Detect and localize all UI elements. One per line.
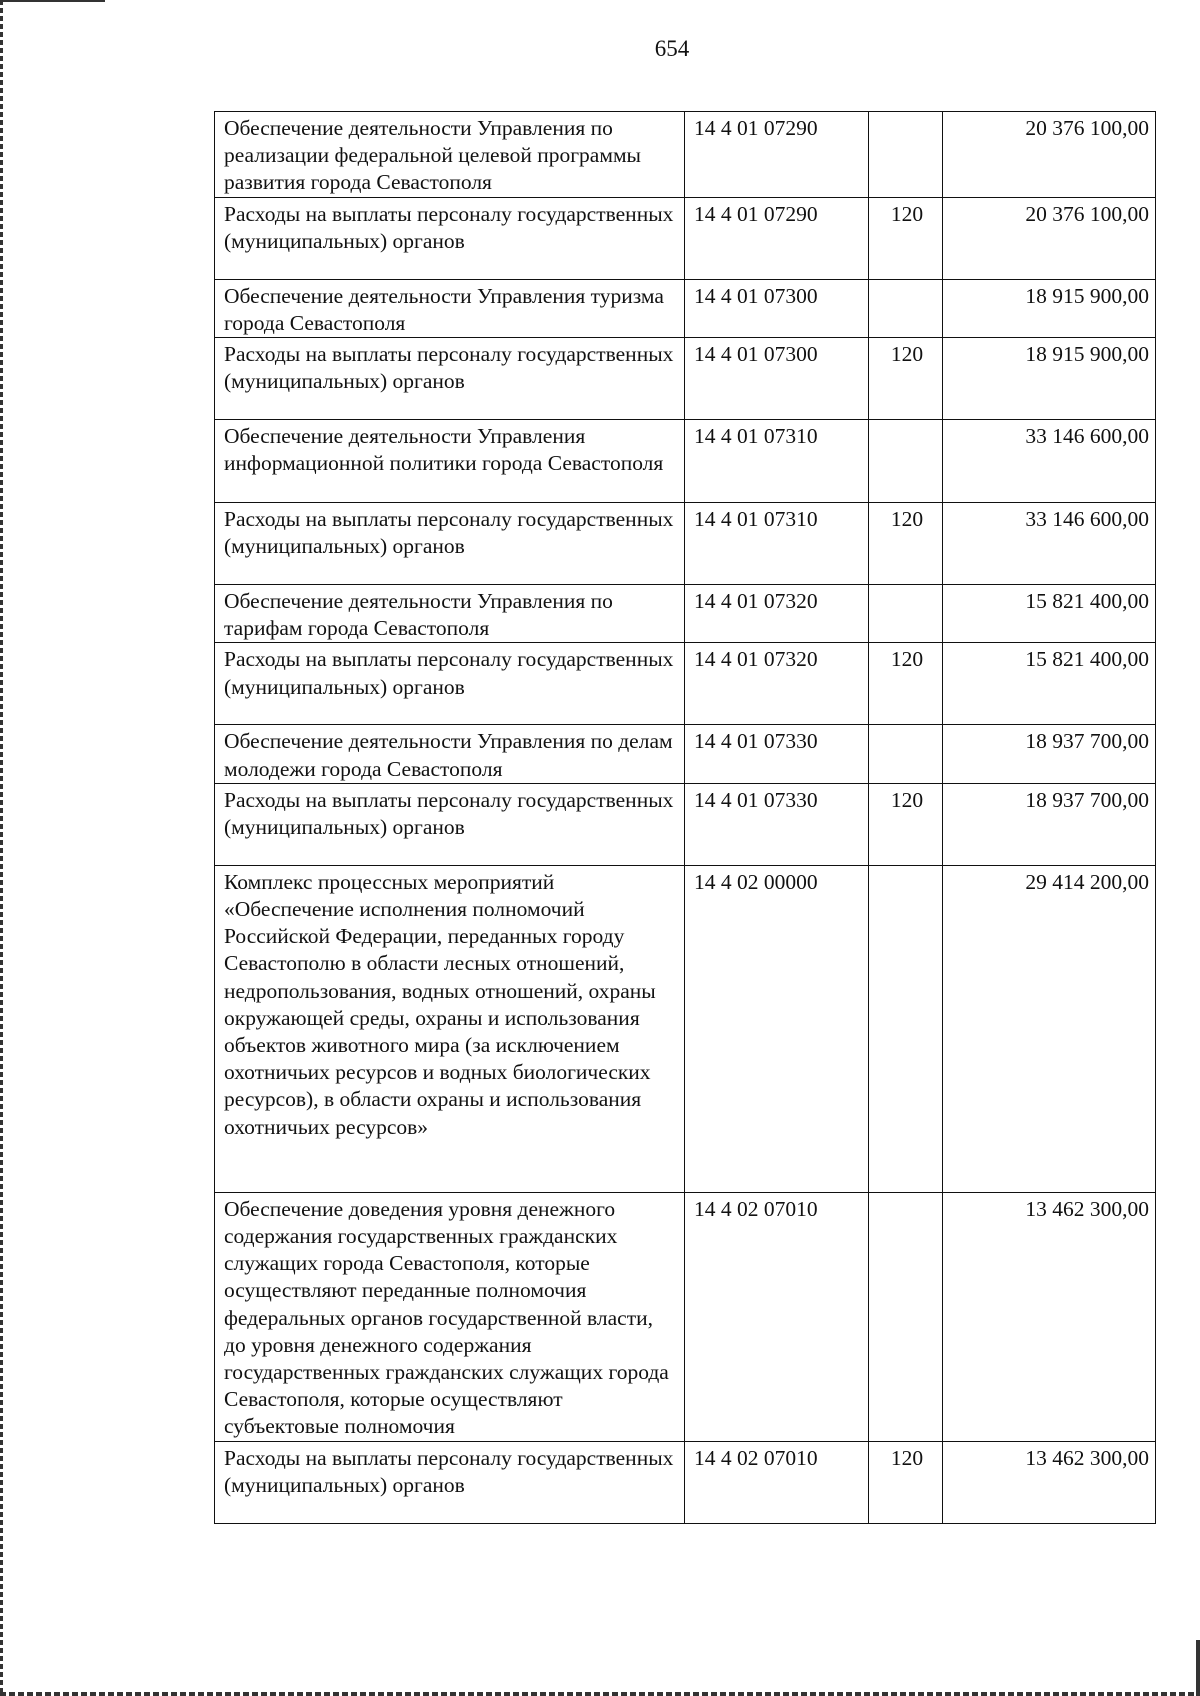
row-code-cell: 14 4 01 07300 (685, 279, 869, 337)
row-code-cell: 14 4 01 07320 (685, 643, 869, 725)
row-type-cell (869, 279, 943, 337)
scan-border-bottom (0, 1692, 1200, 1696)
row-code-cell: 14 4 01 07290 (685, 197, 869, 279)
row-type-cell: 120 (869, 1441, 943, 1523)
scan-border-left (0, 0, 3, 1696)
row-type-cell: 120 (869, 643, 943, 725)
row-amount-cell: 33 146 600,00 (943, 420, 1156, 503)
table-row (215, 865, 1156, 1192)
row-amount-cell: 20 376 100,00 (943, 197, 1156, 279)
row-name-cell: Обеспечение деятельности Управления по делам молодежи города Севастополя (215, 725, 685, 783)
row-name-cell: Расходы на выплаты персоналу государственных (муниципальных) органов (215, 1441, 685, 1523)
row-amount-cell: 13 462 300,00 (943, 1441, 1156, 1523)
row-amount-cell: 13 462 300,00 (943, 1192, 1156, 1441)
row-amount-cell: 15 821 400,00 (943, 585, 1156, 643)
table-row (215, 783, 1156, 865)
table-row (215, 197, 1156, 279)
row-type-cell (869, 585, 943, 643)
row-code-cell: 14 4 01 07330 (685, 725, 869, 783)
row-amount-cell: 18 937 700,00 (943, 725, 1156, 783)
row-amount-cell: 20 376 100,00 (943, 112, 1156, 198)
row-type-cell (869, 112, 943, 198)
row-type-cell: 120 (869, 338, 943, 420)
row-amount-cell: 15 821 400,00 (943, 643, 1156, 725)
row-name-cell: Обеспечение деятельности Управления по тарифам города Севастополя (215, 585, 685, 643)
row-code-cell: 14 4 01 07290 (685, 112, 869, 198)
row-name-cell: Расходы на выплаты персоналу государственных (муниципальных) органов (215, 643, 685, 725)
table-row (215, 1192, 1156, 1441)
row-name-cell: Обеспечение деятельности Управления информационной политики города Севастополя (215, 420, 685, 503)
row-amount-cell: 18 915 900,00 (943, 338, 1156, 420)
row-code-cell: 14 4 02 00000 (685, 865, 869, 1192)
table-row (215, 725, 1156, 783)
row-code-cell: 14 4 01 07300 (685, 338, 869, 420)
row-type-cell (869, 865, 943, 1192)
table-row (215, 1441, 1156, 1523)
page-number: 654 (654, 36, 690, 61)
row-amount-cell: 18 937 700,00 (943, 783, 1156, 865)
row-type-cell: 120 (869, 783, 943, 865)
row-type-cell (869, 725, 943, 783)
row-code-cell: 14 4 01 07310 (685, 420, 869, 503)
table-row (215, 279, 1156, 337)
row-name-cell: Обеспечение деятельности Управления туризма города Севастополя (215, 279, 685, 337)
row-name-cell: Обеспечение деятельности Управления по реализации федеральной целевой программы развития города Севастополя (215, 112, 685, 198)
row-name-cell: Расходы на выплаты персоналу государственных (муниципальных) органов (215, 338, 685, 420)
row-code-cell: 14 4 01 07320 (685, 585, 869, 643)
scan-border-top (0, 0, 105, 2)
row-amount-cell: 33 146 600,00 (943, 503, 1156, 585)
table-row (215, 112, 1156, 198)
row-name-cell: Расходы на выплаты персоналу государственных (муниципальных) органов (215, 783, 685, 865)
scan-border-right (1196, 1640, 1200, 1696)
table-row (215, 503, 1156, 585)
row-type-cell (869, 1192, 943, 1441)
row-code-cell: 14 4 02 07010 (685, 1192, 869, 1441)
row-name-cell: Расходы на выплаты персоналу государственных (муниципальных) органов (215, 503, 685, 585)
row-amount-cell: 29 414 200,00 (943, 865, 1156, 1192)
row-name-cell: Комплекс процессных мероприятий «Обеспечение исполнения полномочий Российской Федерации, переданных городу Севастополю в области лесных отношений, недропользования, водных отношений, охраны окружающей среды, охраны и использования объектов животного мира (за исключением охотничьих ресурсов и водных биологических ресурсов), в области охраны и использования охотничьих ресурсов» (215, 865, 685, 1192)
table-row (215, 420, 1156, 503)
row-name-cell: Расходы на выплаты персоналу государственных (муниципальных) органов (215, 197, 685, 279)
row-amount-cell: 18 915 900,00 (943, 279, 1156, 337)
row-code-cell: 14 4 01 07310 (685, 503, 869, 585)
budget-table (214, 111, 1156, 1524)
table-row (215, 643, 1156, 725)
table-row (215, 585, 1156, 643)
row-code-cell: 14 4 01 07330 (685, 783, 869, 865)
row-name-cell: Обеспечение доведения уровня денежного содержания государственных гражданских служащих города Севастополя, которые осуществляют переданные полномочия федеральных органов государственной власти, до уровня денежного содержания государственных гражданских служащих города Севастополя, которые осуществляют субъектовые полномочия (215, 1192, 685, 1441)
row-type-cell: 120 (869, 503, 943, 585)
row-type-cell (869, 420, 943, 503)
row-code-cell: 14 4 02 07010 (685, 1441, 869, 1523)
table-row (215, 338, 1156, 420)
row-type-cell: 120 (869, 197, 943, 279)
